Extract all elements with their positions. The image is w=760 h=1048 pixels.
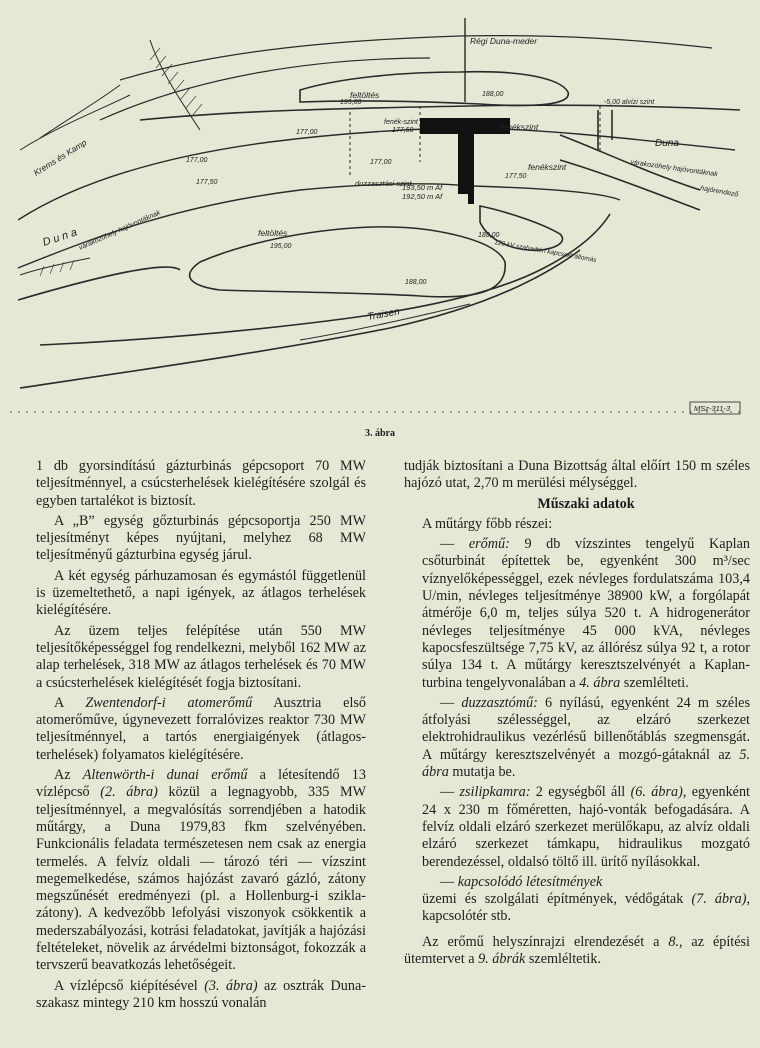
text-span: szemlélteti. — [620, 674, 689, 691]
text-span: , az építési ütemtervet a — [404, 933, 750, 968]
list-term: kapcsolódó létesítmények — [457, 873, 603, 890]
svg-text:-5,00 alvízi szint: -5,00 alvízi szint — [604, 99, 655, 106]
text-span: az osztrák Duna-szakasz mintegy 210 km hosszú vonalán — [36, 977, 366, 1011]
text-span: a létesítendő 13 vízlépcső — [36, 767, 366, 801]
paragraph: A „B” egység gőzturbinás gépcsoportja 250 MW teljesítményt képes nyújtani, melyhez 68 MW teljesítményű gázturbina egység járul. — [36, 512, 366, 564]
emphasis: 4. ábra — [579, 674, 621, 691]
svg-text:Traisen: Traisen — [366, 306, 401, 323]
text-span: üzemi és szolgálati építmények, védőgátak — [422, 891, 692, 908]
emphasis: Zwentendorf-i atomerőmű — [85, 694, 253, 711]
svg-text:fenékszint: fenékszint — [500, 122, 539, 132]
text-span: 6 nyílású, egyenként 24 m széles átfolyási szélességgel, az elzáró szerkezet elektrohidraulikus vezérlésű billenőtáblás szegmensgát. A műtárgy keresztszelvényét a mozgó-gátaknál az — [422, 694, 750, 763]
figure-code-badge — [690, 402, 740, 414]
text-span: 2 egységből áll — [530, 784, 631, 801]
svg-text:177,00: 177,00 — [296, 129, 318, 136]
paragraph — [36, 767, 366, 975]
list-item — [404, 536, 750, 692]
list-subtext — [422, 891, 750, 926]
paragraph — [36, 695, 366, 764]
paragraph — [36, 978, 366, 1013]
svg-text:120 kV szabadtéri kapcsoló áll: 120 kV szabadtéri kapcsoló állomás — [493, 239, 597, 264]
dash: — — [440, 694, 462, 711]
text-span: Az erőmű helyszínrajzi elrendezését a — [422, 933, 669, 950]
text-span: A — [54, 694, 86, 711]
svg-text:177,50: 177,50 — [196, 179, 218, 186]
svg-text:hajórendező: hajórendező — [699, 185, 739, 199]
svg-text:fenékszint: fenékszint — [528, 162, 567, 172]
svg-text:D u n a: D u n a — [41, 226, 79, 249]
paragraph: A műtárgy főbb részei: — [422, 515, 553, 532]
paragraph: Az üzem teljes felépítése után 550 MW teljesítőképességgel fog rendelkezni, melyből 162 MW az alap terhelések, 318 MW az átlagos terhelések és 70 MW a csúcsterhelések kielégítését fogja biztosítani. — [36, 622, 366, 691]
text-span: , kapcsolótér stb. — [422, 891, 750, 925]
svg-text:duzzasztási szint: duzzasztási szint — [355, 179, 412, 188]
text-span: közül a legnagyobb, 335 MW teljesítménnyel, a megvalósítás sorrendjében a hatodik műtárgy, a Duna 1979,83 fkm szelvényében. Funkcionális feladata természetesen nem csak az energia termelés. A felvíz oldali — tározó téri — vízszint megemelkedése, számos hajózást zavaró gázló, zátony megszűnését eredményezi (pl. a Hollenburg-i szikla-zátony). A kedvezőbb lefolyási viszonyok csökkentik a mederszabályozási, kotrási feladatokat, javítják a hajózási feltételeket, növelik az árvédelmi biztonságot, fokozzák a tervszerű beavatkozás lehetőségeit. — [36, 784, 366, 974]
paragraph — [404, 934, 750, 969]
paragraph: A két egység párhuzamosan és egymástól függetlenül is üzemeltethető, a napi igények, az átlagos terhelések kielégítésére. — [36, 567, 366, 619]
list-term: erőmű: — [468, 536, 510, 553]
svg-text:188,00: 188,00 — [478, 232, 500, 239]
text-span: A vízlépcső kiépítésével — [54, 977, 205, 994]
dash: — — [440, 536, 469, 553]
svg-text:177,50: 177,50 — [505, 173, 527, 180]
svg-text:188,00: 188,00 — [405, 279, 427, 286]
svg-text:feltöltés: feltöltés — [350, 90, 380, 100]
emphasis: 8. — [668, 933, 679, 950]
left-text-column — [36, 458, 366, 1015]
list-item — [404, 784, 750, 870]
dash: — — [440, 873, 458, 890]
svg-text:177,00: 177,00 — [186, 157, 208, 164]
list-term: duzzasztómű: — [461, 694, 538, 711]
emphasis: (6. ábra) — [630, 784, 683, 801]
svg-text:177,50: 177,50 — [392, 127, 414, 134]
svg-text:193,50 m Af: 193,50 m Af — [402, 183, 443, 192]
svg-text:fenék-szint: fenék-szint — [384, 119, 418, 126]
text-span: 9 db vízszintes tengelyű Kaplan csőturbinát építettek be, egyenként 300 m³/sec víznyelőképességgel, ezek névleges fordulatszáma 103,4 U/min, névleges teljesítménye 38900 kW, a forgólapát átmérője 6,0 m, teljes súlya 520 t. A hidrogenerátor névleges teljesítménye 45 000 kVA, névleges kapocsfeszültsége 7,75 kV, az állórész súlya 92 t, a rotor súlya 134 t. A műtárgy keresztszelvényét a Kaplan-turbina tengelyvonalában a — [422, 536, 751, 691]
svg-text:177,00: 177,00 — [370, 159, 392, 166]
text-span: Az — [54, 767, 83, 784]
emphasis: (7. ábra) — [691, 891, 747, 908]
emphasis: 9. ábrák — [478, 951, 526, 968]
svg-text:188,00: 188,00 — [482, 91, 504, 98]
svg-text:192,50 m Af: 192,50 m Af — [402, 192, 443, 201]
paragraph: tudják biztosítani a Duna Bizottság által előírt 150 m széles hajózó utat, 2,70 m merülési mélységgel. — [404, 458, 750, 492]
text-span: szemléltetik. — [525, 951, 602, 968]
text-span: Ausztria első atomerőműve, úgynevezett forralóvizes reaktor 730 MW teljesítménnyel, a tartós energiaigények (átlagos-terhelések) folyamatos kielégítésére. — [36, 694, 367, 763]
emphasis: Altenwörth-i dunai erőmű — [82, 767, 248, 784]
svg-text:feltöltés: feltöltés — [258, 228, 288, 238]
svg-text:várakozóhely hajóvontáknak: várakozóhely hajóvontáknak — [77, 209, 162, 252]
list-term: zsilipkamra: — [459, 784, 531, 801]
svg-text:Duna: Duna — [655, 138, 679, 149]
dash: — — [440, 784, 460, 801]
svg-text:MSz-311-3: MSz-311-3 — [694, 404, 731, 413]
text-span: , egyenként 24 x 230 m főméretten, hajó-vonták befogadására. A felvíz oldali elzáró szerkezet merülőkapu, az alvíz oldali elzáró szerkezet támkapu, hidraulikus mozgató berendezéssel, oldalsó töltő ill. ürítő nyílásokkal. — [422, 784, 750, 870]
emphasis: (3. ábra) — [204, 977, 258, 994]
list-item — [404, 874, 750, 926]
site-plan-figure — [0, 0, 760, 430]
emphasis: (2. ábra) — [100, 784, 158, 801]
text-span: mutatja be. — [448, 764, 516, 781]
right-text-column — [404, 458, 750, 971]
svg-text:Krems és Kamp: Krems és Kamp — [31, 137, 89, 178]
svg-text:Régi Duna-meder: Régi Duna-meder — [470, 36, 538, 46]
svg-text:várakozóhely hajóvontáknak: várakozóhely hajóvontáknak — [629, 159, 719, 179]
paragraph: 1 db gyorsindítású gázturbinás gépcsoport 70 MW teljesítménnyel, a csúcsterhelések kielégítésére szolgál és egyben tartalékot is biztosít. — [36, 458, 366, 509]
emphasis: 5. ábra — [422, 746, 750, 781]
section-heading: Műszaki adatok — [537, 495, 635, 512]
figure-caption: 3. ábra — [365, 428, 395, 439]
list-item — [404, 695, 750, 781]
svg-text:195,00: 195,00 — [270, 243, 292, 250]
map-labels — [32, 36, 739, 323]
svg-text:195,00: 195,00 — [340, 99, 362, 106]
map-lines — [10, 18, 745, 412]
